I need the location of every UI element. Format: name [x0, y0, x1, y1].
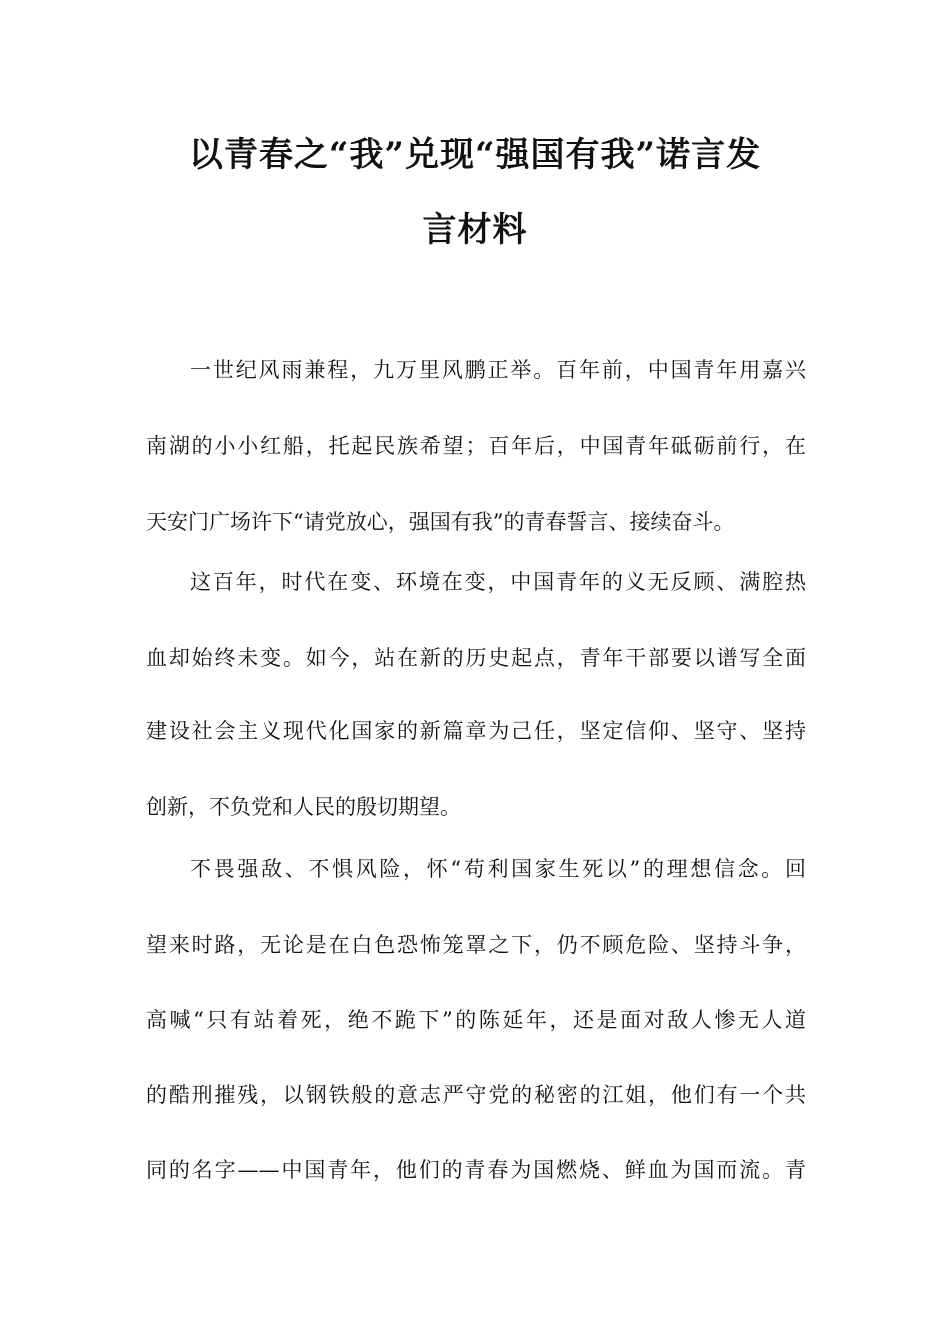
paragraph-line: 天安门广场许下“请党放心，强国有我”的青春誓言、接续奋斗。 [146, 510, 735, 534]
paragraph-line: 一世纪风雨兼程，九万里风鹏正举。百年前，中国青年用嘉兴 [190, 358, 806, 382]
document-title-line-2: 言材料 [422, 210, 528, 250]
paragraph-line: 血却始终未变。如今，站在新的历史起点，青年干部要以谱写全面 [146, 646, 806, 670]
paragraph-line: 高喊“只有站着死，绝不跪下”的陈延年，还是面对敌人惨无人道 [146, 1008, 806, 1032]
paragraph-line: 不畏强敌、不惧风险，怀“苟利国家生死以”的理想信念。回 [190, 857, 806, 881]
paragraph-line: 创新，不负党和人民的殷切期望。 [146, 795, 461, 819]
paragraph-line: 同的名字——中国青年，他们的青春为国燃烧、鲜血为国而流。青 [146, 1158, 806, 1182]
document-title-line-1: 以青春之“我”兑现“强国有我”诺言发 [188, 135, 762, 175]
paragraph-line: 的酷刑摧残，以钢铁般的意志严守党的秘密的江姐，他们有一个共 [146, 1083, 806, 1107]
paragraph-line: 这百年，时代在变、环境在变，中国青年的义无反顾、满腔热 [190, 570, 806, 594]
paragraph-line: 望来时路，无论是在白色恐怖笼罩之下，仍不顾危险、坚持斗争， [146, 933, 806, 957]
paragraph-line: 建设社会主义现代化国家的新篇章为己任，坚定信仰、坚守、坚持 [146, 719, 806, 743]
paragraph-line: 南湖的小小红船，托起民族希望；百年后，中国青年砥砺前行，在 [146, 434, 806, 458]
